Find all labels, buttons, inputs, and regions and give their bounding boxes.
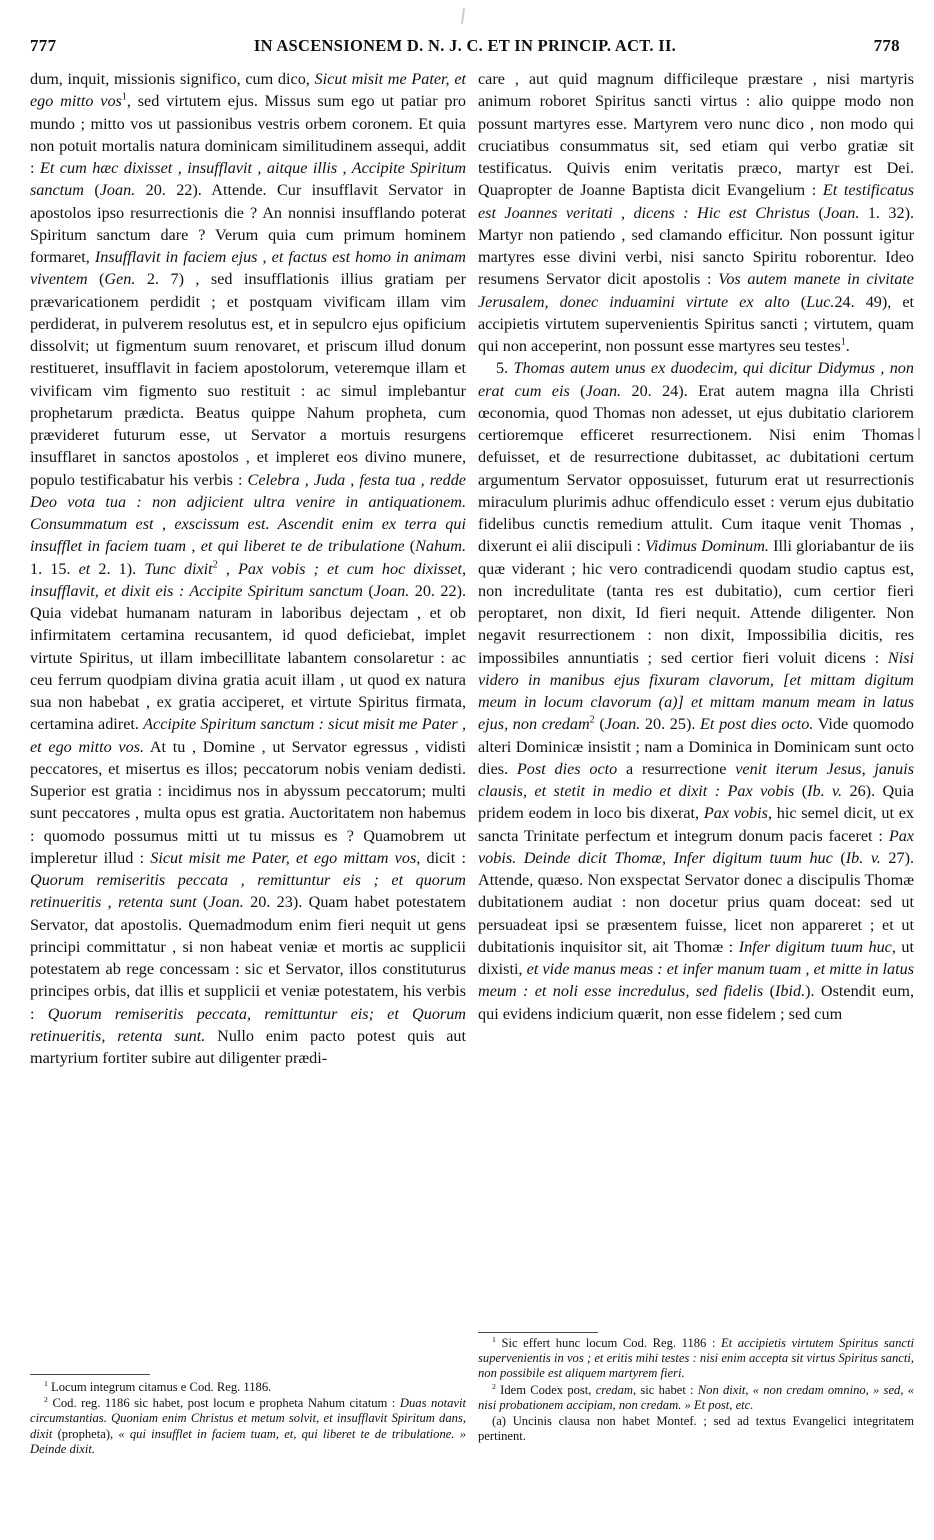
italic-run: Pax vobis. Deinde dicit Thomæ, Infer digitum tuum huc xyxy=(478,826,914,867)
paragraph: 5. Thomas autem unus ex duodecim, qui dicitur Didymus , non erat cum eis (Joan. 20. 24). Erat autem magna illa Christi œconomia, quod Thomas non adesset, ut ejus dubitatio clariorem certioremque efficeret resurrectionem. Nisi enim Thomas defuisset, et de resurrectione dubitasset, ac dubitationi certum argumentum Servator opposuisset, futurum erat ut resurrectionis miraculum plurimis adhuc offendiculo esset : verum ejus dubitatio fidelibus cunctis remedium attulit. Cum itaque venit Thomas , dixerunt ei alii discipuli : Vidimus Dominum. Illi gloriabantur de iis quæ viderant ; hic vero contradicendi quodam studio captus est, non incredulitate (tanta res est dubitatio), cum certior fieri peroptaret, non dixit, Id fieri nequit. Attende diligenter. Non negavit resurrectionem : non dixit, Impossibilia dicitis, res impossibiles annuntiatis ; sed certior fieri voluit dicens : Nisi videro in manibus ejus fixuram clavorum, [et mittam digitum meum in locum clavorum (a)] et mittam manum meam in latus ejus, non credam$^2$ (Joan. 20. 25). Et post dies octo. Vide quomodo alteri Dominicæ insistit ; nam a Dominica in Dominicam sunt octo dies. Post dies octo a resurrectione venit iterum Jesus, januis clausis, et stetit in medio et dixit : Pax vobis (Ib. v. 26). Quia pridem eodem in loco bis dixerat, Pax vobis, hic semel dicit, ut ex sancta Trinitate perfectum et integrum donum pacis faceret : Pax vobis. Deinde dicit Thomæ, Infer digitum tuum huc (Ib. v. 27). Attende, quæso. Non exspectat Servator donec a discipulis Thomæ dubitationem audiat : non docetur prius quam doceat: sed ut persuadeat ipsi se præsentem fuisse, licet non appareret ; et ut dubitationis inquisitor sit, ait Thomæ : Infer digitum tuum huc, ut dixisti, et vide manus meas : et infer manum tuam , et mitte in latus meum : et noli esse incredulus, sed fidelis (Ibid.). Ostendit eum, qui evidens indicium quærit, non esse fidelem ; sed cum xyxy=(478,359,915,1023)
italic-run: Quorum remiseritis peccata , remittuntur eis ; et quorum retinueritis , retenta sunt xyxy=(30,871,466,912)
italic-run: Nahum. xyxy=(415,537,466,556)
italic-run: Et accipietis virtutem Spiritus sancti supervenientis in vos ; et eritis mihi testes : nisi enim accepta sit virtus Spiritus sancti, non possibile est aliquem martyrem fieri. xyxy=(478,1336,914,1381)
italic-run: Non dixit, « non credam omnino, » sed, « nisi probationem accipiam, non credam. » Et post, etc. xyxy=(478,1382,914,1412)
footnote-ref: 1 xyxy=(44,1378,48,1388)
running-title: IN ASCENSIONEM D. N. J. C. ET IN PRINCIP. ACT. II. xyxy=(253,36,677,55)
italic-run: Joan. xyxy=(99,181,136,200)
italic-run: Et post dies octo. xyxy=(700,715,814,734)
italic-run: Tunc dixit xyxy=(144,559,213,578)
footnote: $^2$ Cod. reg. 1186 sic habet, post locum e propheta Nahum citatum : Duas notavit circumstantias. Quoniam enim Christus et metum solvit, et insufflavit Spiritum dans, dixit (propheta), « qui insufflet in faciem tuam, et, qui liberet te de tribulatione. » Deinde dixit. xyxy=(30,1395,466,1456)
footnote-ref: 2 xyxy=(212,559,218,571)
italic-run: « qui insufflet in faciem tuam, et, qui liberet te de tribulatione. » Deinde dixit. xyxy=(30,1426,466,1456)
italic-run: Nisi videro in manibus ejus fixuram clavorum, [et mittam digitum meum in locum clavorum (a)] et mittam manum meam in latus ejus, non credam xyxy=(478,648,914,734)
italic-run: Celebra , Juda , festa tua , redde Deo vota tua : non adjicient ultra venire in antiquationem. Consummatum est , exscissum est. Ascendit enim ex terra qui insufflet in faciem tuam , et qui liberet te de tribulatione xyxy=(30,470,466,556)
italic-run: Pax vobis ; et cum hoc dixisset, insufflavit, et dixit eis : Accipite Spiritum sanctum xyxy=(30,559,467,600)
paragraph: care , aut quid magnum difficileque præstare , nisi martyris animum roboret Spiritus sancti virtus : alio quippe modo non possunt martyres esse. Martyrem vero nunc dico , non modo qui cruciatibus consummatus sit, sed etiam qui verbo gratiæ sit testificatus. Quivis enim veritatis præco, martyr est Dei. Quapropter de Joanne Baptista dicit Evangelium : Et testificatus est Joannes veritati , dicens : Hic est Christus (Joan. 1. 32). Martyr non patiendo , sed clamando efficitur. Non possunt igitur martyres esse divini verbi, nisi sancto Spiritu roborentur. Ideo resumens Servator dicit apostolis : Vos autem manete in civitate Jerusalem, donec induamini virtute ex alto (Luc.24. 49), et accipietis virtutem supervenientis Spiritus sancti ; virtutem, quam qui non acceperint, non possunt esse martyres seu testes$^1$. xyxy=(478,70,915,355)
left-column xyxy=(30,68,466,1069)
footnote: (a) Uncinis clausa non habet Montef. ; sed ad textus Evangelici integritatem pertinent. xyxy=(478,1414,914,1444)
right-column xyxy=(478,68,914,1025)
footnotes-left xyxy=(30,1380,466,1458)
italic-run: Insufflavit in faciem ejus , et factus est homo in animam viventem xyxy=(30,248,466,289)
italic-run: Thomas autem unus ex duodecim, qui dicitur Didymus , non erat cum eis xyxy=(478,359,914,400)
running-header xyxy=(30,36,900,58)
italic-run: Infer digitum tuum huc xyxy=(738,937,892,956)
italic-run: et xyxy=(78,559,91,578)
italic-run: Pax vobis xyxy=(703,804,768,823)
footnote-ref: 2 xyxy=(492,1381,496,1391)
footnote: $^2$ Idem Codex post, credam, sic habet : Non dixit, « non credam omnino, » sed, « nisi probationem accipiam, non credam. » Et post, etc. xyxy=(478,1381,914,1412)
italic-run: Vidimus Dominum. xyxy=(645,537,769,556)
footnote-ref: 2 xyxy=(44,1395,48,1405)
page-number-left: 777 xyxy=(30,36,57,55)
italic-run: Gen. xyxy=(104,270,136,289)
footnote-ref: 1 xyxy=(492,1334,496,1344)
italic-run: Quorum remiseritis peccata, remittuntur eis; et Quorum retinueritis, retenta sunt. xyxy=(30,1004,467,1045)
italic-run: Luc. xyxy=(806,292,835,311)
italic-run: Accipite Spiritum sanctum : sicut misit me Pater , et ego mitto vos. xyxy=(30,715,466,756)
italic-run: Et cum hæc dixisset , insufflavit , aitque illis , Accipite Spiritum sanctum xyxy=(30,159,467,200)
italic-run: Sicut misit me Pater, et ego mitto vos xyxy=(30,70,466,111)
italic-run: Joan. xyxy=(208,893,244,912)
footnote-rule xyxy=(478,1332,598,1333)
italic-run: venit iterum Jesus, januis clausis, et stetit in medio et dixit : Pax vobis xyxy=(478,759,915,800)
italic-run: credam xyxy=(595,1382,633,1397)
footnote: $^1$ Locum integrum citamus e Cod. Reg. 1186. xyxy=(44,1378,272,1394)
italic-run: Joan. xyxy=(823,203,860,222)
italic-run: Et testificatus est Joannes veritati , dicens : Hic est Christus xyxy=(478,181,914,222)
footnote-ref: 2 xyxy=(589,714,595,726)
italic-run: et vide manus meas : et infer manum tuam , et mitte in latus meum : et noli esse incredulus, sed fidelis xyxy=(478,960,914,1001)
footnote-rule xyxy=(30,1374,150,1375)
italic-run: Joan. xyxy=(585,381,622,400)
italic-run: Ib. v. xyxy=(807,782,843,800)
italic-run: Joan. xyxy=(373,581,410,600)
scan-mark xyxy=(461,8,465,24)
italic-run: Ib. v. xyxy=(845,848,881,867)
footnote-ref: 1 xyxy=(121,91,127,103)
footnotes-right xyxy=(478,1336,914,1445)
margin-mark xyxy=(918,428,920,440)
paragraph: dum, inquit, missionis significo, cum dico, Sicut misit me Pater, et ego mitto vos$^1$, sed virtutem ejus. Missus sum ego ut patiar pro mundo ; mitto vos ut passionibus vestris orbem coronem. Et quia non potuit mortalis natura dominicam similitudinem assequi, addit : Et cum hæc dixisset , insufflavit , aitque illis , Accipite Spiritum sanctum (Joan. 20. 22). Attende. Cur insufflavit Servator in apostolos ipso resurrectionis die ? An nonnisi insufflando poterat Spiritum sanctum dare ? Verum quia cum primum hominem formaret, Insufflavit in faciem ejus , et factus est homo in animam viventem (Gen. 2. 7) , sed insufflationis illius gratiam per prævaricationem perdidit ; et postquam vivificam illam vim perdiderat, in pulverem resolutus est, et in sepulcro ejus opificium dissolvit; ut figmentum suum renovaret, et priscum illud donum restitueret, insufflavit in faciem apostolorum, veteremque illam et vivificam vim figmento suo restituit : ac simul implebantur prophetarum prædicta. Beatus quippe Nahum propheta, cum prævideret futurum esse, ut Servator a mortuis resurgens insufflaret in sanctos apostolos , et impleret eos divino munere, populo testificabatur his verbis : Celebra , Juda , festa tua , redde Deo vota tua : non adjicient ultra venire in antiquationem. Consummatum est , exscissum est. Ascendit enim ex terra qui insufflet in faciem tuam , et qui liberet te de tribulatione (Nahum. 1. 15. et 2. 1). Tunc dixit$^2$ , Pax vobis ; et cum hoc dixisset, insufflavit, et dixit eis : Accipite Spiritum sanctum (Joan. 20. 22). Quia videbat humanam naturam in laboribus dejectam , et ob infirmitatem certamina recusantem, id quod deficiebat, implet virtute Spiritus, ut illam imbecillitate labantem consolaretur : ac ceu ferrum quodpiam divina gratia acuit illam , ut quod ex natura sua non habebat , ex gratia acciperet, et virtute Spiritus firmata, certamina adiret. Accipite Spiritum sanctum : sicut misit me Pater , et ego mitto vos. At tu , Domine , ut Servator egressus , vidisti peccatores, et misertus es illos; peccatorum nobis veniam dedisti. Superior est gratia : incidimus nos in abyssum peccatorum; multi sunt peccatores , multa opus est gratia. Auctoritatem non habemus : quomodo possumus mitti ut tu missus es ? Quamobrem ut impleretur illud : Sicut misit me Pater, et ego mittam vos, dicit : Quorum remiseritis peccata , remittuntur eis ; et quorum retinueritis , retenta sunt (Joan. 20. 23). Quam habet potestatem Servator, dat apostolis. Quemadmodum enim fieri nequit ut gens principi committatur , si non habeat veniæ et mortis ac supplicii potestatem ab rege concessam : sic et Servator, illos constituturus principes orbis, dat illis et supplicii et veniæ potestatem, his verbis : Quorum remiseritis peccata, remittuntur eis; et Quorum retinueritis, retenta sunt. Nullo enim pacto potest quis aut martyrium fortiter subire aut diligenter prædi- xyxy=(30,70,467,1067)
footnote-ref: 1 xyxy=(840,336,846,348)
italic-run: Sicut misit me Pater, et ego mittam vos xyxy=(150,848,417,867)
italic-run: Post dies octo xyxy=(516,759,618,778)
italic-run: Joan. xyxy=(604,715,641,734)
page-number-right: 778 xyxy=(873,36,900,55)
italic-run: Vos autem manete in civitate Jerusalem, donec induamini virtute ex alto xyxy=(478,270,914,311)
footnote: $^1$ Sic effert hunc locum Cod. Reg. 1186 : Et accipietis virtutem Spiritus sancti supervenientis in vos ; et eritis mihi testes : nisi enim accepta sit virtus Spiritus sancti, non possibile est aliquem martyrem fieri. xyxy=(478,1334,914,1381)
italic-run: Ibid. xyxy=(774,982,806,1001)
italic-run: Duas notavit circumstantias. Quoniam enim Christus et metum solvit, et insufflavit Spiritum dans, dixit xyxy=(30,1396,466,1441)
